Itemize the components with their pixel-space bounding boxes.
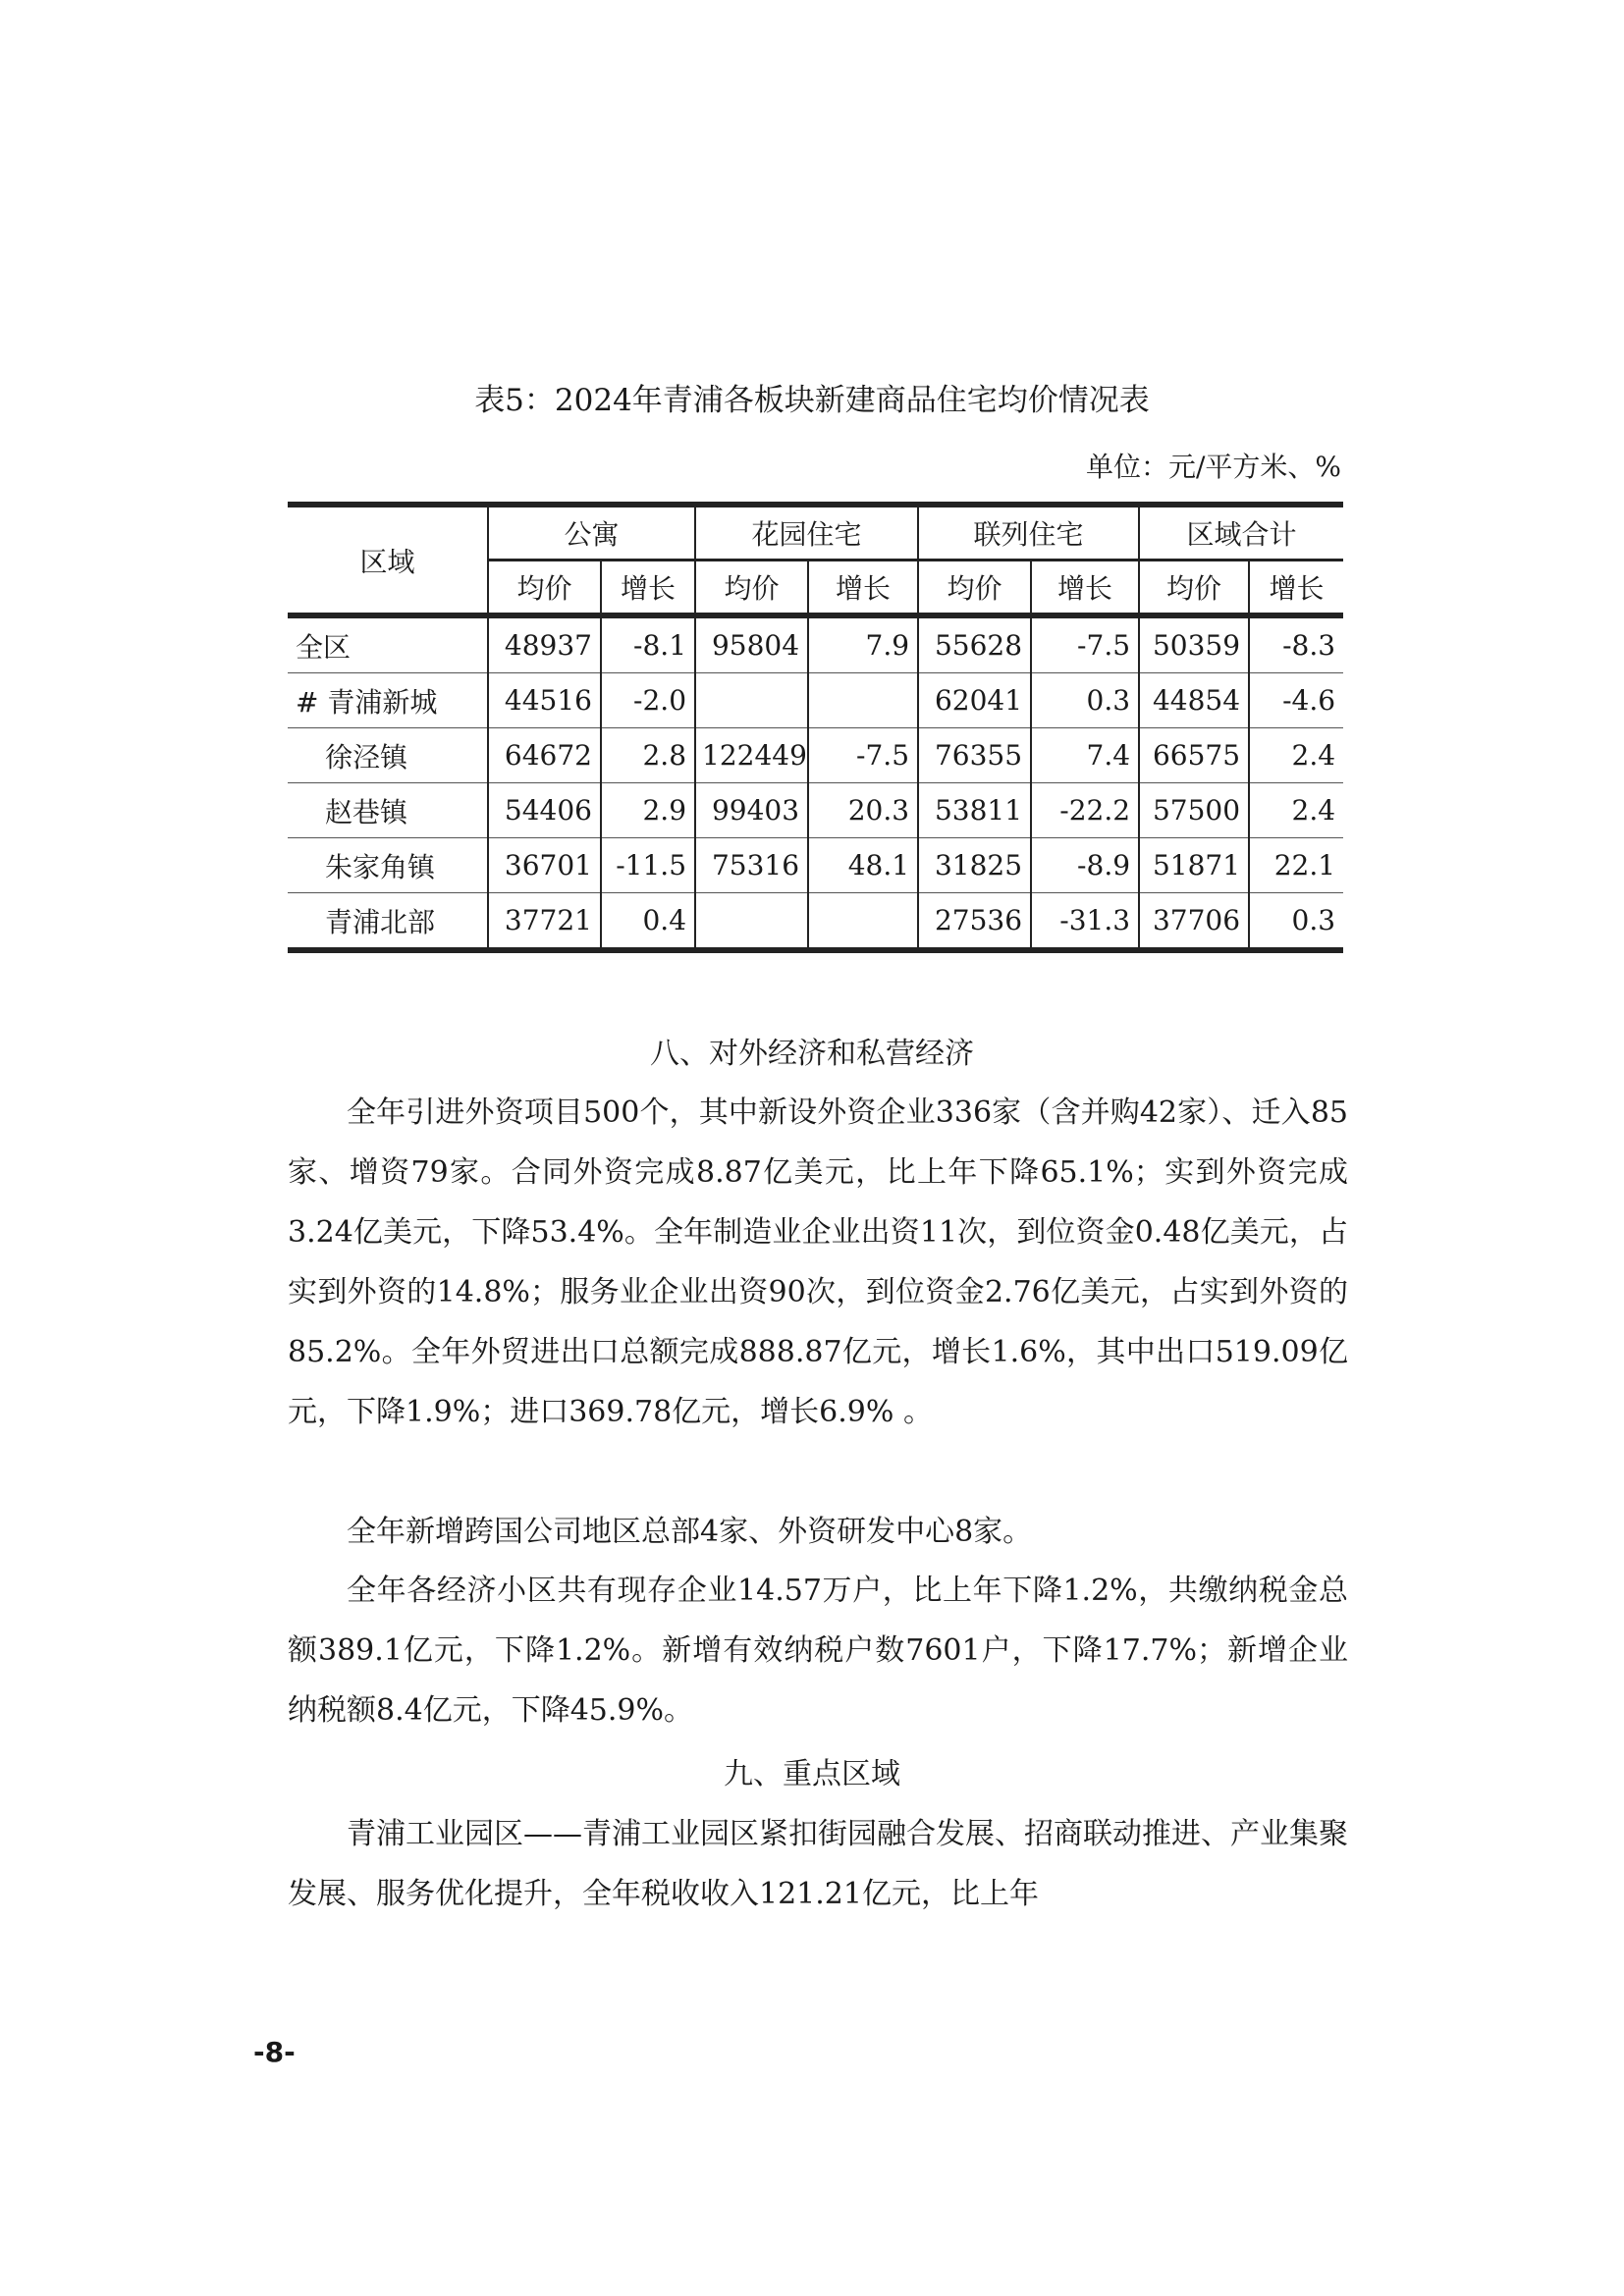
avg-price-cell: 36701 (488, 838, 601, 893)
avg-price-cell: 31825 (918, 838, 1031, 893)
growth-cell (808, 893, 918, 951)
sub-header: 均价 (695, 561, 808, 616)
sub-header: 增长 (601, 561, 695, 616)
growth-cell: -2.0 (601, 673, 695, 728)
avg-price-cell: 37721 (488, 893, 601, 951)
section8-paragraph-2: 全年新增跨国公司地区总部4家、外资研发中心8家。 (347, 1515, 1033, 1549)
group-header: 公寓 (488, 505, 695, 561)
avg-price-cell (695, 893, 808, 951)
avg-price-cell: 50359 (1139, 615, 1249, 673)
avg-price-cell: 37706 (1139, 893, 1249, 951)
growth-cell: 48.1 (808, 838, 918, 893)
region-header: 区域 (288, 505, 488, 615)
table-row (288, 673, 1343, 728)
avg-price-cell: 64672 (488, 728, 601, 783)
growth-cell: -8.3 (1249, 615, 1343, 673)
avg-price-cell: 55628 (918, 615, 1031, 673)
group-header: 花园住宅 (695, 505, 918, 561)
growth-cell: 0.3 (1031, 673, 1139, 728)
growth-cell: -7.5 (1031, 615, 1139, 673)
section9-heading: 九、重点区域 (724, 1757, 900, 1791)
avg-price-cell: 66575 (1139, 728, 1249, 783)
avg-price-cell: 57500 (1139, 783, 1249, 838)
section8-heading: 八、对外经济和私营经济 (650, 1037, 974, 1071)
avg-price-cell: 76355 (918, 728, 1031, 783)
growth-cell: 20.3 (808, 783, 918, 838)
table-row (288, 838, 1343, 893)
growth-cell: 2.9 (601, 783, 695, 838)
header-row-groups (288, 505, 1343, 561)
growth-cell: -22.2 (1031, 783, 1139, 838)
avg-price-cell: 95804 (695, 615, 808, 673)
growth-cell: 22.1 (1249, 838, 1343, 893)
growth-cell: 0.4 (601, 893, 695, 951)
growth-cell: -7.5 (808, 728, 918, 783)
avg-price-cell: 44854 (1139, 673, 1249, 728)
section8-paragraph-1: 全年引进外资项目500个，其中新设外资企业336家（含并购42家）、迁入85家、增资79家。合同外资完成8.87亿美元，比上年下降65.1%；实到外资完成3.24亿美元，下降53.4%。全年制造业企业出资11次，到位资金0.48亿美元，占实到外资的14.8%；服务业企业出资90次，到位资金2.76亿美元，占实到外资的85.2%。全年外贸进出口总额完成888.87亿元，增长1.6%，其中出口519.09亿元，下降1.9%；进口369.78亿元，增长6.9% 。 (288, 1095, 1348, 1429)
avg-price-cell: 75316 (695, 838, 808, 893)
table-unit: 单位：元/平方米、% (1085, 451, 1341, 483)
growth-cell: 7.4 (1031, 728, 1139, 783)
sub-header: 增长 (808, 561, 918, 616)
avg-price-cell: 122449 (695, 728, 808, 783)
group-header: 区域合计 (1139, 505, 1343, 561)
section8-paragraph-3: 全年各经济小区共有现存企业14.57万户，比上年下降1.2%，共缴纳税金总额389.1亿元，下降1.2%。新增有效纳税户数7601户，下降17.7%；新增企业纳税额8.4亿元，下降45.9%。 (288, 1574, 1348, 1728)
growth-cell: -4.6 (1249, 673, 1343, 728)
table-row (288, 893, 1343, 951)
table-title: 表5：2024年青浦各板块新建商品住宅均价情况表 (474, 383, 1150, 418)
growth-cell: -8.1 (601, 615, 695, 673)
avg-price-cell: 54406 (488, 783, 601, 838)
sub-header: 增长 (1249, 561, 1343, 616)
avg-price-cell: 44516 (488, 673, 601, 728)
sub-header: 增长 (1031, 561, 1139, 616)
avg-price-cell (695, 673, 808, 728)
section9-paragraph-1: 青浦工业园区——青浦工业园区紧扣街园融合发展、招商联动推进、产业集聚发展、服务优化提升，全年税收收入121.21亿元，比上年 (288, 1817, 1348, 1911)
growth-cell: 2.4 (1249, 783, 1343, 838)
region-name: 青浦北部 (288, 893, 488, 951)
growth-cell: 2.8 (601, 728, 695, 783)
avg-price-cell: 53811 (918, 783, 1031, 838)
price-table (288, 502, 1343, 953)
growth-cell: 2.4 (1249, 728, 1343, 783)
table-row (288, 615, 1343, 673)
region-name: 赵巷镇 (288, 783, 488, 838)
table-row (288, 728, 1343, 783)
region-name: 朱家角镇 (288, 838, 488, 893)
sub-header: 均价 (1139, 561, 1249, 616)
growth-cell (808, 673, 918, 728)
avg-price-cell: 48937 (488, 615, 601, 673)
region-name: # 青浦新城 (288, 673, 488, 728)
avg-price-cell: 99403 (695, 783, 808, 838)
region-name: 全区 (288, 615, 488, 673)
region-name: 徐泾镇 (288, 728, 488, 783)
avg-price-cell: 27536 (918, 893, 1031, 951)
sub-header: 均价 (918, 561, 1031, 616)
growth-cell: -11.5 (601, 838, 695, 893)
growth-cell: 0.3 (1249, 893, 1343, 951)
growth-cell: -8.9 (1031, 838, 1139, 893)
table-row (288, 783, 1343, 838)
avg-price-cell: 51871 (1139, 838, 1249, 893)
growth-cell: 7.9 (808, 615, 918, 673)
page-number: -8- (253, 2036, 296, 2068)
sub-header: 均价 (488, 561, 601, 616)
growth-cell: -31.3 (1031, 893, 1139, 951)
group-header: 联列住宅 (918, 505, 1139, 561)
avg-price-cell: 62041 (918, 673, 1031, 728)
